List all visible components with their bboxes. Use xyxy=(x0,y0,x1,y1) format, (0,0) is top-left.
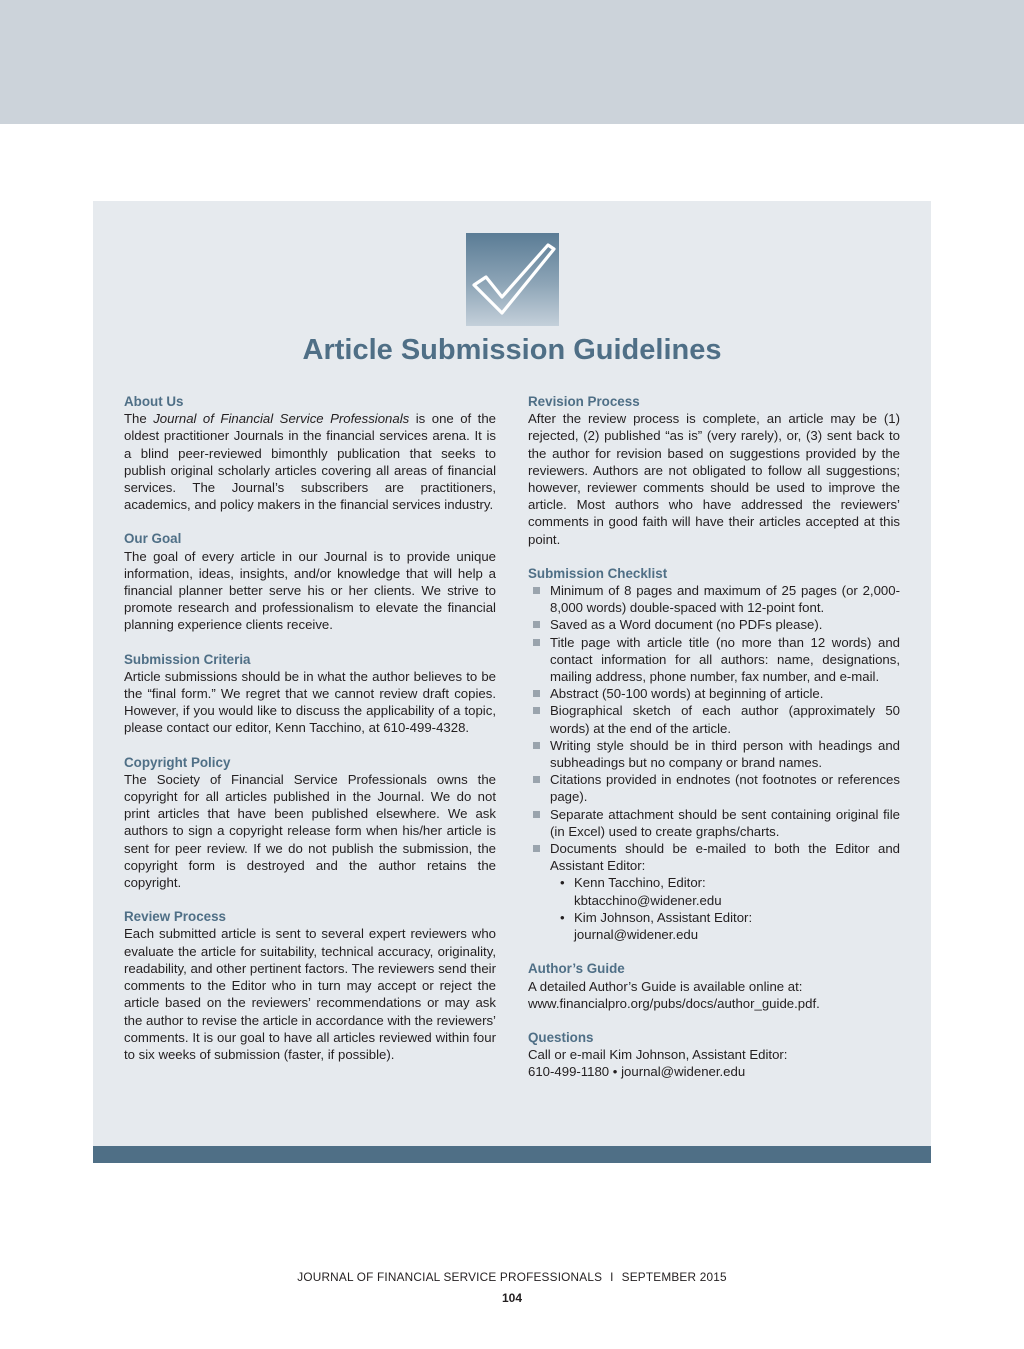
checklist-item xyxy=(528,806,900,840)
submission-checklist xyxy=(528,582,900,943)
revision-process-text: After the review process is complete, an article may be (1) rejected, (2) published “as is” (very rarely), or, (3) sent back to the author for revision based on suggestions provided by the reviewers. Authors are not obligated to follow all suggestions; however, reviewer comments should be used to improve the article. Most authors who have addressed the reviewers’ comments in good faith will have their articles accepted at this point. xyxy=(528,411,900,547)
checklist-item-text: Documents should be e-mailed to both the Editor and Assistant Editor: xyxy=(550,841,900,874)
checklist-item-text: Saved as a Word document (no PDFs please). xyxy=(550,617,823,633)
checkmark-icon xyxy=(466,233,559,326)
right-column xyxy=(528,393,900,1081)
page-title: Article Submission Guidelines xyxy=(302,334,722,366)
checklist-item-text: Writing style should be in third person with headings and subheadings but no company or brand names. xyxy=(550,737,900,771)
about-us-section xyxy=(124,393,496,513)
section-heading-about-us: About Us xyxy=(124,394,184,409)
checklist-item-text: Citations provided in endnotes (not footnotes or references page). xyxy=(550,772,900,805)
square-bullet-icon xyxy=(533,639,540,646)
our-goal-section xyxy=(124,530,496,633)
checklist-item xyxy=(528,616,900,633)
section-heading-authors-guide: Author’s Guide xyxy=(528,961,625,977)
section-heading-our-goal: Our Goal xyxy=(124,531,182,547)
bullet-dot-icon: • xyxy=(560,875,565,891)
footer-journal-name: JOURNAL OF FINANCIAL SERVICE PROFESSIONALS xyxy=(297,1270,603,1284)
checklist-item xyxy=(528,771,900,805)
square-bullet-icon xyxy=(533,621,540,628)
contact-item xyxy=(550,874,900,908)
checklist-item xyxy=(528,634,900,686)
contact-list xyxy=(550,874,900,943)
submission-criteria-section xyxy=(124,651,496,737)
checklist-item-text: Abstract (50-100 words) at beginning of article. xyxy=(550,686,824,702)
panel-bottom-bar xyxy=(93,1146,931,1163)
questions-text xyxy=(528,1046,900,1080)
contact-email: kbtacchino@widener.edu xyxy=(574,892,722,908)
checklist-item xyxy=(528,685,900,702)
journal-name: Journal of Financial Service Professionals xyxy=(153,411,410,427)
revision-process-section xyxy=(528,393,900,548)
square-bullet-icon xyxy=(533,587,540,594)
contact-name: Kenn Tacchino, Editor: xyxy=(574,875,706,891)
checklist-item-text: Biographical sketch of each author (approximately 50 words) at the end of the article. xyxy=(550,703,900,736)
copyright-policy-section xyxy=(124,754,496,892)
square-bullet-icon xyxy=(533,707,540,714)
authors-guide-text xyxy=(528,978,900,1012)
authors-guide-url: www.financialpro.org/pubs/docs/author_guide.pdf. xyxy=(528,995,820,1011)
page-footer xyxy=(0,1270,1024,1284)
checklist-item-text: Separate attachment should be sent containing original file (in Excel) used to create graphs/charts. xyxy=(550,806,900,839)
checklist-item xyxy=(528,737,900,771)
page-number: 104 xyxy=(501,1291,523,1305)
left-column xyxy=(124,393,496,1063)
about-us-text xyxy=(124,410,496,513)
section-heading-submission-criteria: Submission Criteria xyxy=(124,651,251,667)
questions-contact: 610-499-1180 • journal@widener.edu xyxy=(528,1064,746,1080)
square-bullet-icon xyxy=(533,811,540,818)
contact-item xyxy=(550,909,900,943)
bullet-dot-icon: • xyxy=(560,909,565,925)
submission-checklist-section xyxy=(528,565,900,943)
section-heading-revision-process: Revision Process xyxy=(528,394,640,409)
section-heading-questions: Questions xyxy=(528,1029,594,1045)
checklist-item xyxy=(528,840,900,943)
section-heading-review-process: Review Process xyxy=(124,909,226,925)
contact-email: journal@widener.edu xyxy=(574,927,699,943)
review-process-section xyxy=(124,908,496,1063)
authors-guide-intro: A detailed Author’s Guide is available online at: xyxy=(528,978,803,994)
authors-guide-section xyxy=(528,960,900,1012)
top-banner xyxy=(0,0,1024,124)
about-us-text-intro: The xyxy=(124,411,154,427)
copyright-policy-text: The Society of Financial Service Professionals owns the copyright for all articles published in the Journal. We do not print articles that have been published elsewhere. We ask authors to sign a copyright release form when his/her article is sent for peer review. If we do not publish the submission, the copyright form is destroyed and the author retains the copyright. xyxy=(124,771,496,891)
checklist-item-text: Title page with article title (no more than 12 words) and contact information for all authors: name, designations, mailing address, phone number, fax number, and e-mail. xyxy=(550,634,900,685)
square-bullet-icon xyxy=(533,690,540,697)
square-bullet-icon xyxy=(533,776,540,783)
square-bullet-icon xyxy=(533,845,540,852)
checklist-item xyxy=(528,582,900,616)
our-goal-text: The goal of every article in our Journal is to provide unique information, ideas, insights, and/or knowledge that will help a financial planner better serve his or her clients. We strive to promote research and professionalism to elevate the financial planning experience clients receive. xyxy=(124,548,496,633)
footer-date: SEPTEMBER 2015 xyxy=(621,1270,727,1284)
square-bullet-icon xyxy=(533,742,540,749)
review-process-text: Each submitted article is sent to several expert reviewers who evaluate the article for suitability, technical accuracy, originality, readability, and other pertinent factors. The reviewers send their comments to the Editor who in turn may accept or reject the article based on the reviewers’ recommendations or may ask the author to revise the article in accordance with the reviewers’ comments. It is our goal to have all articles reviewed within four to six weeks of submission (faster, if possible). xyxy=(124,926,496,1062)
footer-separator: I xyxy=(610,1270,614,1284)
section-heading-submission-checklist: Submission Checklist xyxy=(528,565,668,581)
section-heading-copyright-policy: Copyright Policy xyxy=(124,754,231,770)
about-us-text-body: is one of the oldest practitioner Journals in the financial services arena. It is a blind peer-reviewed bimonthly publication that seeks to publish original scholarly articles covering all areas of financial services. The Journal’s subscribers are practitioners, academics, and policy makers in the financial services industry. xyxy=(124,411,497,513)
checklist-item xyxy=(528,702,900,736)
questions-intro: Call or e-mail Kim Johnson, Assistant Editor: xyxy=(528,1047,788,1063)
submission-criteria-text: Article submissions should be in what the author believes to be the “final form.” We regret that we cannot review draft copies. However, if you would like to discuss the applicability of a topic, please contact our editor, Kenn Tacchino, at 610-499-4328. xyxy=(124,668,496,736)
contact-name: Kim Johnson, Assistant Editor: xyxy=(574,909,753,925)
checklist-item-text: Minimum of 8 pages and maximum of 25 pages (or 2,000-8,000 words) double-spaced with 12-point font. xyxy=(550,583,900,616)
questions-section xyxy=(528,1029,900,1081)
